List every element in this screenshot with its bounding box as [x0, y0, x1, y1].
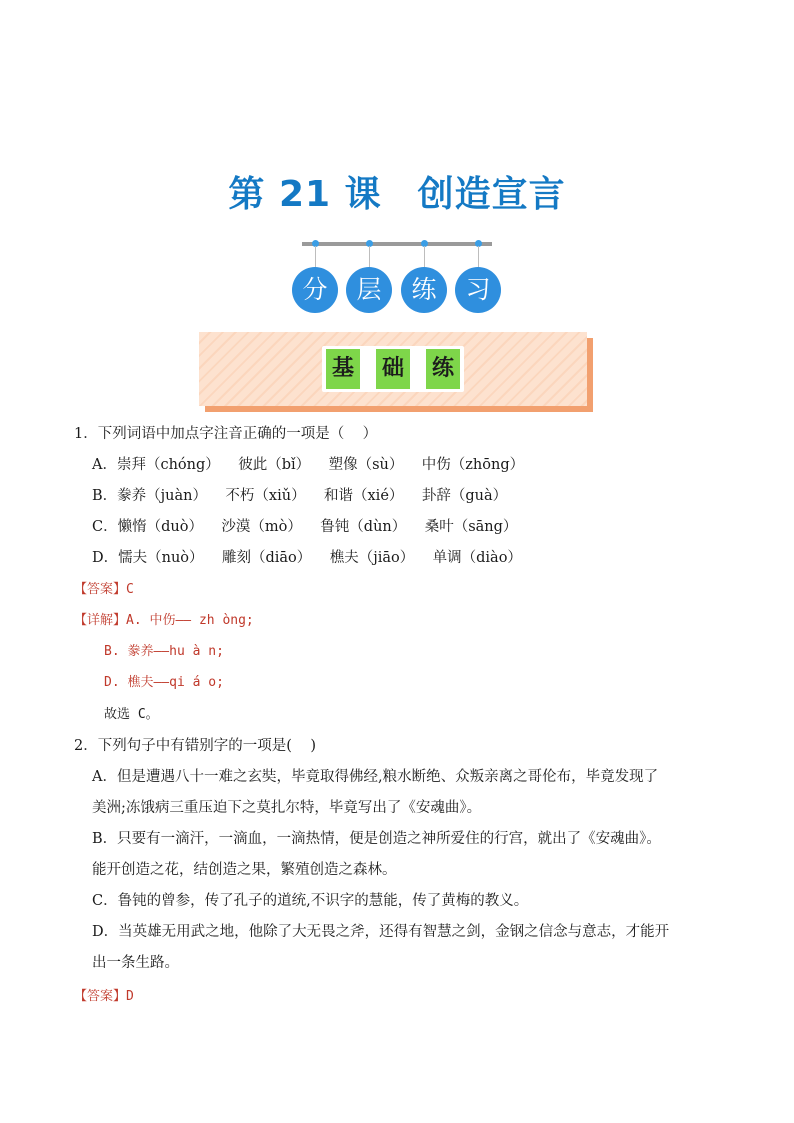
badge-lian: 练 [401, 267, 447, 313]
question-2-text: 2．下列句子中有错别字的一项是( ) [74, 738, 316, 754]
badge-fen: 分 [292, 267, 338, 313]
question-2-option-a-line2: 美洲;冻饿病三重压迫下之莫扎尔特，毕竟写出了《安魂曲》。 [92, 800, 482, 816]
question-1-option-a: A．崇拜（chóng） 彼此（bǐ） 塑像（sù） 中伤（zhōng） [92, 457, 525, 473]
lesson-number: 第 21 课 [228, 174, 382, 215]
question-2-option-b-line1: B．只要有一滴汗，一滴血，一滴热情，便是创造之神所爱住的行宫，就出了《安魂曲》。 [92, 831, 661, 847]
question-2-option-a-line1: A．但是遭遇八十一难之玄奘，毕竟取得佛经,粮水断绝、众叛亲离之哥伦布，毕竟发现了 [92, 769, 659, 785]
banner-char-chu: 础 [376, 349, 410, 389]
question-1-answer: 【答案】C [74, 582, 134, 597]
question-2-answer: 【答案】D [74, 989, 134, 1004]
question-2-option-d-line1: D．当英雄无用武之地，他除了大无畏之斧，还得有智慧之剑，金钢之信念与意志，才能开 [92, 924, 670, 940]
question-1-explain-a: 【详解】A. 中伤—— zh òng; [74, 613, 254, 628]
question-1-option-c: C．懒惰（duò） 沙漠（mò） 鲁钝（dùn） 桑叶（sāng） [92, 519, 518, 535]
question-1-conclusion: 故选 C。 [104, 707, 159, 722]
question-2-option-c: C．鲁钝的曾参，传了孔子的道统,不识字的慧能，传了黄梅的教义。 [92, 893, 529, 909]
badge-rail [302, 242, 492, 246]
lesson-name: 创造宣言 [417, 174, 566, 215]
question-2-option-d-line2: 出一条生路。 [92, 955, 179, 971]
question-2-option-b-line2: 能开创造之花，结创造之果，繁殖创造之森林。 [92, 862, 397, 878]
question-1-text: 1．下列词语中加点字注音正确的一项是（ ） [74, 426, 378, 442]
page-title [0, 166, 794, 217]
question-1-option-b: B．豢养（juàn） 不朽（xiǔ） 和谐（xié） 卦辞（guà） [92, 488, 508, 504]
question-1-explain-b: B. 豢养——hu à n; [104, 644, 224, 659]
banner-char-lian: 练 [426, 349, 460, 389]
badge-xi: 习 [455, 267, 501, 313]
banner-char-ji: 基 [326, 349, 360, 389]
question-1-option-d: D．懦夫（nuò） 雕刻（diāo） 樵夫（jiāo） 单调（diào） [92, 550, 522, 566]
question-1-explain-d: D. 樵夫——qi á o; [104, 675, 224, 690]
badge-ceng: 层 [346, 267, 392, 313]
